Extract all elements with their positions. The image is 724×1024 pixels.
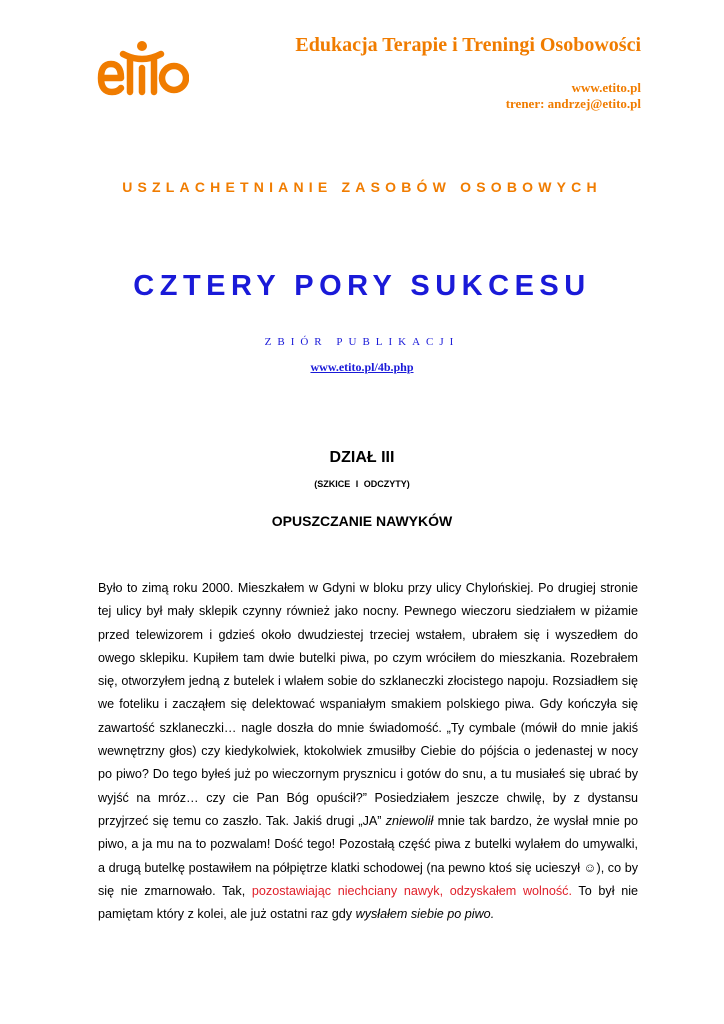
etito-logo — [97, 38, 189, 98]
header-trainer-email[interactable]: trener: andrzej@etito.pl — [505, 96, 641, 111]
series-title: USZLACHETNIANIE ZASOBÓW OSOBOWYCH — [122, 179, 602, 195]
header-title: Edukacja Terapie i Treningi Osobowości — [295, 34, 641, 56]
body-italic-text: wysłałem siebie po piwo. — [355, 907, 495, 922]
header-website-link[interactable]: www.etito.pl — [571, 80, 641, 95]
body-italic-text: zniewolił — [385, 813, 434, 828]
section-title: DZIAŁ III — [329, 449, 395, 466]
section-subtitle: (SZKICE I ODCZYTY) — [314, 479, 410, 489]
body-text: Było to zimą roku 2000. Mieszkałem w Gdyni w bloku przy ulicy Chylońskiej. Po drugiej stronie tej ulicy był mały sklepik czynny również jako nocny. Pewnego wieczoru siedziałem w piżamie przed telewizorem i gdzieś około dwudziestej trzeciej wstałem, ubrałem się i wyszedłem do owego sklepiku. Kupiłem tam dwie butelki piwa, po czym wróciłem do mieszkania. Rozebrałem się, otworzyłem jedną z butelek i wlałem sobie do szklaneczki złocistego napoju. Rozsiadłem się we foteliku i zacząłem się delektować wspaniałym smakiem polskiego piwa. Gdy kończyła się zawartość szklaneczki… nagle doszła do mnie świadomość. „Ty cymbale (mówił do mnie jakiś wewnętrzny głos) czy kiedykolwiek, ktokolwiek zmusiłby Ciebie do pójścia o jedenastej w nocy po piwo? Do tego byłeś już po wieczornym prysznicu i gotów do snu, a tu musiałeś się ubrać by wyjść na mróz… czy cie Pan Bóg opuścił?” Posiedziałem jeszcze chwilę, by z dystansu przyjrzeć się temu co zaszło. Tak. Jakiś drugi „JA” — [98, 581, 638, 828]
article-body — [98, 577, 638, 926]
body-highlight-text: pozostawiając niechciany nawyk, odzyskałem wolność. — [251, 883, 572, 898]
body-text: To był nie pamiętam który z kolei, ale już ostatni raz gdy — [98, 883, 639, 922]
book-title: CZTERY PORY SUKCESU — [133, 270, 591, 302]
body-text: mnie tak bardzo, że wysłał mnie po piwo, a ja mu na to pozwalam! Dość tego! Pozostałą część piwa z butelki wylałem do umywalki, a drugą butelkę postawiłem na półpiętrze klatki schodowej (na pewno ktoś się ucieszył ☺), co by się nie zmarnowało. Tak, — [98, 813, 638, 898]
collection-link[interactable]: www.etito.pl/4b.php — [310, 360, 414, 374]
collection-label: ZBIÓR PUBLIKACJI — [264, 336, 460, 348]
article-title: OPUSZCZANIE NAWYKÓW — [271, 513, 453, 529]
